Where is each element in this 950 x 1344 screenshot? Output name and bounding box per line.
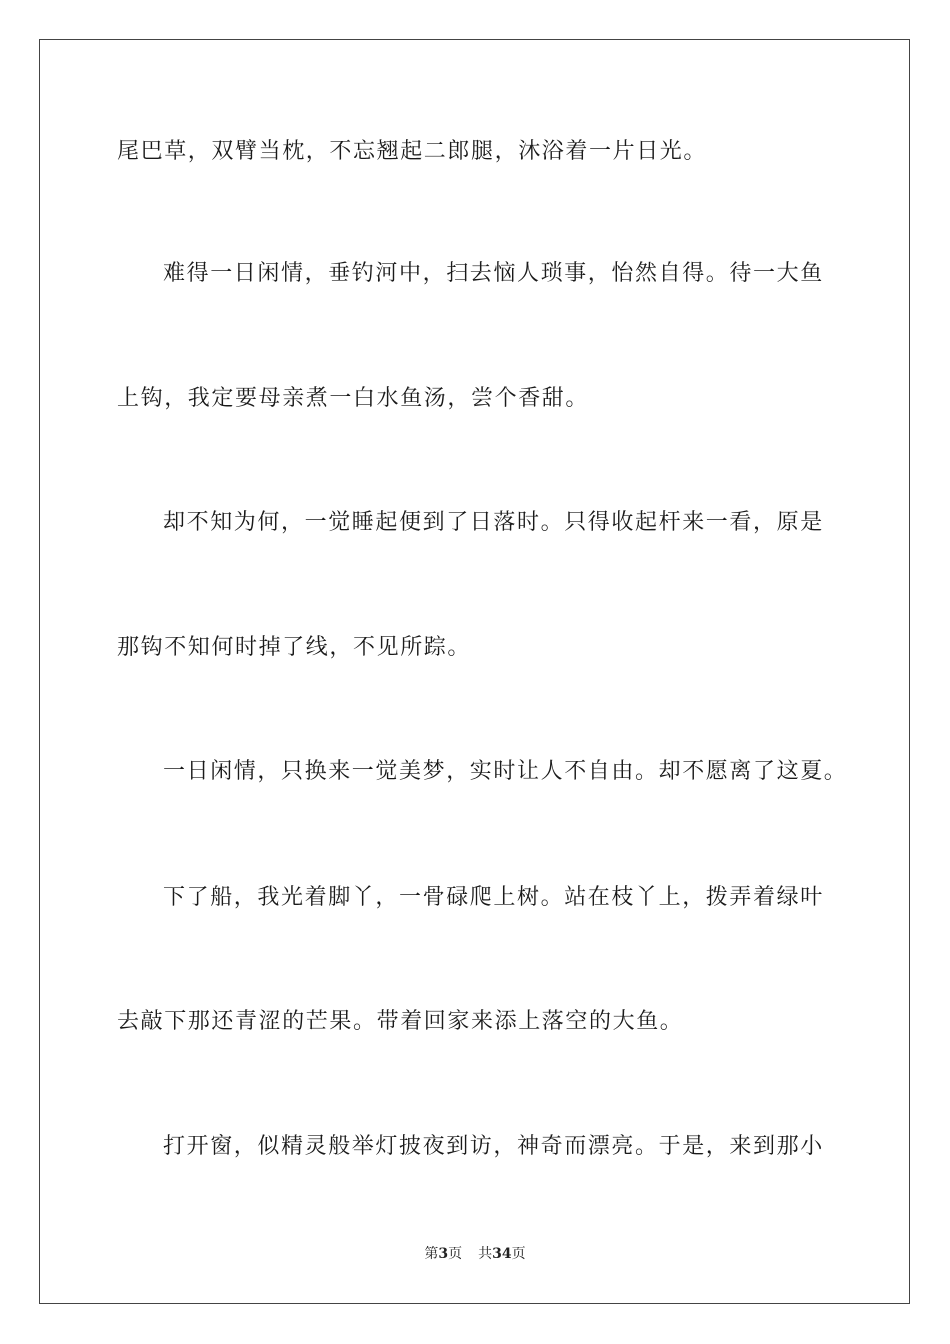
page-border [39,39,910,1304]
text-line-1: 尾巴草，双臂当枕，不忘翘起二郎腿，沐浴着一片日光。 [117,139,708,164]
total-prefix: 共 [478,1246,493,1262]
page-footer [0,1244,950,1264]
total-suffix: 页 [511,1246,526,1262]
text-line-3: 上钩，我定要母亲煮一白水鱼汤，尝个香甜。 [117,386,590,411]
text-line-8: 去敲下那还青涩的芒果。带着回家来添上落空的大鱼。 [117,1009,684,1034]
text-line-6: 一日闲情，只换来一觉美梦，实时让人不自由。却不愿离了这夏。 [163,759,848,784]
text-line-2: 难得一日闲情，垂钓河中，扫去恼人琐事，怡然自得。待一大鱼 [163,261,824,286]
total-pages: 34 [492,1246,512,1262]
text-line-4: 却不知为何，一觉睡起便到了日落时。只得收起杆来一看，原是 [163,510,824,535]
page-number: 3 [438,1246,449,1262]
text-line-5: 那钩不知何时掉了线，不见所踪。 [117,635,472,660]
text-line-9: 打开窗，似精灵般举灯披夜到访，神奇而漂亮。于是，来到那小 [163,1134,824,1159]
text-line-7: 下了船，我光着脚丫，一骨碌爬上树。站在枝丫上，拨弄着绿叶 [163,885,824,910]
page-prefix: 第 [424,1246,439,1262]
page-suffix: 页 [448,1246,463,1262]
